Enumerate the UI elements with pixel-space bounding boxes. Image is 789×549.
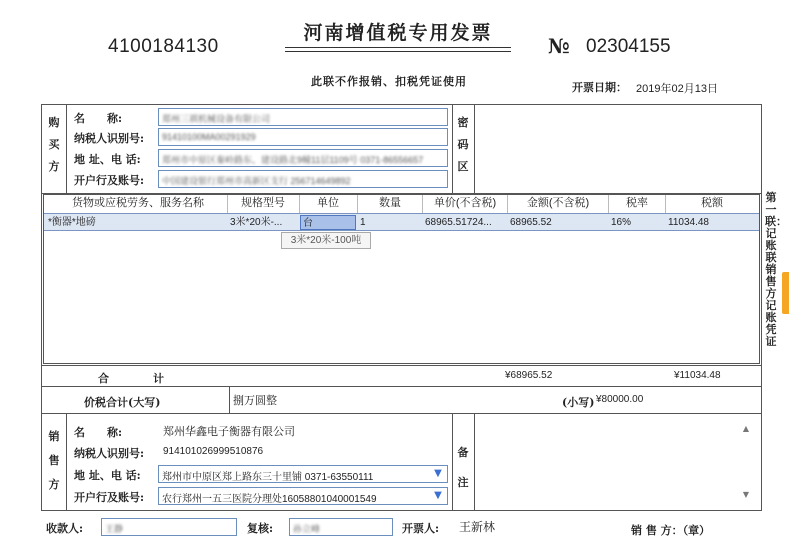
col-header-tax: 税额: [666, 195, 758, 212]
cell-rate[interactable]: 16%: [611, 217, 632, 228]
col-header-qty: 数量: [358, 195, 422, 212]
buyer-bank-field[interactable]: [158, 170, 448, 188]
cipher-divider-right: [474, 104, 475, 193]
cell-unit[interactable]: 台: [300, 215, 356, 230]
buyer-name-field[interactable]: [158, 108, 448, 126]
grand-label: 价税合计(大写): [84, 396, 161, 409]
side-copy-text-value: 第一联：记账联 销售方记账凭证: [765, 191, 787, 348]
invoice-title: 河南增值税专用发票: [303, 22, 493, 44]
buyer-taxid-value: 91410100MA00291929: [162, 132, 256, 142]
buyer-name-value: 郑州三祺机械设备有限公司: [162, 114, 271, 124]
buyer-section-label: [44, 112, 64, 178]
grand-top-line: [41, 386, 762, 387]
side-copy-text: [765, 191, 787, 348]
issue-date-label: 开票日期：: [572, 81, 627, 94]
issuer-value: 王新林: [459, 520, 496, 534]
scroll-up-icon[interactable]: ▲: [742, 424, 750, 433]
col-header-amount: 金额(不含税): [508, 195, 608, 212]
seller-section-label-text: 销售方: [48, 430, 60, 491]
seller-top-line: [41, 413, 762, 414]
title-underline-2: [285, 51, 511, 52]
seller-address-label: 地 址、电 话:: [74, 469, 141, 482]
cell-amount[interactable]: 68965.52: [510, 217, 552, 228]
number-mark: №: [548, 34, 570, 58]
seller-address-value: 郑州市中原区郑上路东三十里铺 0371-63550111: [162, 472, 374, 483]
seller-bank-dropdown[interactable]: [158, 487, 448, 505]
grand-words: 捌万圆整: [233, 395, 277, 407]
title-underline: [285, 47, 511, 48]
grand-small-value: ¥80000.00: [596, 394, 644, 405]
chevron-down-icon[interactable]: ▼: [434, 468, 442, 479]
invoice-code: 4100184130: [108, 36, 219, 57]
remarks-label: [453, 438, 473, 498]
buyer-bank-value: 中国建设银行郑州市高新区支行 256714649892: [162, 176, 351, 186]
buyer-section-label-text: 购买方: [48, 116, 60, 173]
buyer-bank-label: 开户行及账号:: [74, 174, 145, 187]
seller-seal-label: 销 售 方：（章）: [631, 524, 711, 537]
reviewer-value: 孙立峰: [293, 524, 321, 534]
invoice-number: 02304155: [586, 36, 671, 57]
totals-tax: ¥11034.48: [674, 370, 721, 381]
issue-date: 2019年02月13日: [636, 83, 718, 95]
seller-taxid-label: 纳税人识别号:: [74, 447, 145, 460]
invoice-subtitle: 此联不作报销、扣税凭证使用: [311, 75, 467, 88]
seller-section-label: [44, 425, 64, 497]
seller-address-dropdown[interactable]: [158, 465, 448, 483]
payee-label: 收款人:: [46, 522, 84, 535]
chevron-down-icon[interactable]: ▼: [434, 490, 442, 501]
reviewer-field[interactable]: [289, 518, 393, 536]
cipher-label: [453, 112, 473, 178]
buyer-name-label: 名 称:: [74, 112, 123, 125]
scroll-down-icon[interactable]: ▼: [742, 490, 750, 499]
totals-amount: ¥68965.52: [505, 370, 553, 381]
buyer-taxid-field[interactable]: [158, 128, 448, 146]
issuer-label: 开票人:: [402, 522, 440, 535]
grand-small-label: (小写): [562, 396, 595, 409]
col-header-price: 单价(不含税): [423, 195, 507, 212]
seller-taxid-value: 914101026999510876: [163, 446, 264, 457]
remarks-divider-right: [474, 413, 475, 511]
totals-label: 合 计: [98, 372, 164, 385]
seller-divider: [66, 413, 67, 511]
side-tab[interactable]: [782, 272, 789, 314]
buyer-address-label: 地 址、电 话:: [74, 153, 141, 166]
remarks-textarea[interactable]: [476, 417, 754, 505]
payee-value: 王静: [105, 524, 124, 534]
col-header-spec: 规格型号: [228, 195, 298, 212]
cell-tax[interactable]: 11034.48: [668, 217, 709, 228]
items-grid: [43, 194, 760, 364]
buyer-address-value: 郑州市中原区秦岭路东、建设路北9幢11层1109号 0371-86556657: [162, 155, 424, 165]
remarks-label-text: 备注: [457, 446, 469, 489]
reviewer-label: 复核:: [247, 522, 274, 535]
col-header-name: 货物或应税劳务、服务名称: [58, 195, 218, 212]
totals-top-line: [41, 365, 762, 366]
payee-field[interactable]: [101, 518, 237, 536]
cipher-label-text: 密码区: [457, 116, 469, 173]
grand-divider: [229, 386, 230, 413]
seller-bank-value: 农行郑州一五三医院分理处16058801040001549: [162, 494, 377, 505]
cell-price[interactable]: 68965.51724...: [425, 217, 492, 228]
buyer-address-field[interactable]: [158, 149, 448, 167]
col-header-rate: 税率: [609, 195, 665, 212]
seller-name-label: 名 称:: [74, 426, 123, 439]
cell-spec[interactable]: 3米*20米-...: [230, 217, 283, 228]
cell-name[interactable]: *衡器*地磅: [48, 217, 96, 228]
seller-bank-label: 开户行及账号:: [74, 491, 145, 504]
spec-tooltip: 3米*20米-100吨: [281, 232, 371, 249]
col-header-unit: 单位: [300, 195, 356, 212]
cell-qty[interactable]: 1: [360, 217, 366, 228]
buyer-divider: [66, 104, 67, 193]
buyer-taxid-label: 纳税人识别号:: [74, 132, 145, 145]
seller-name-value: 郑州华鑫电子衡器有限公司: [163, 426, 295, 438]
